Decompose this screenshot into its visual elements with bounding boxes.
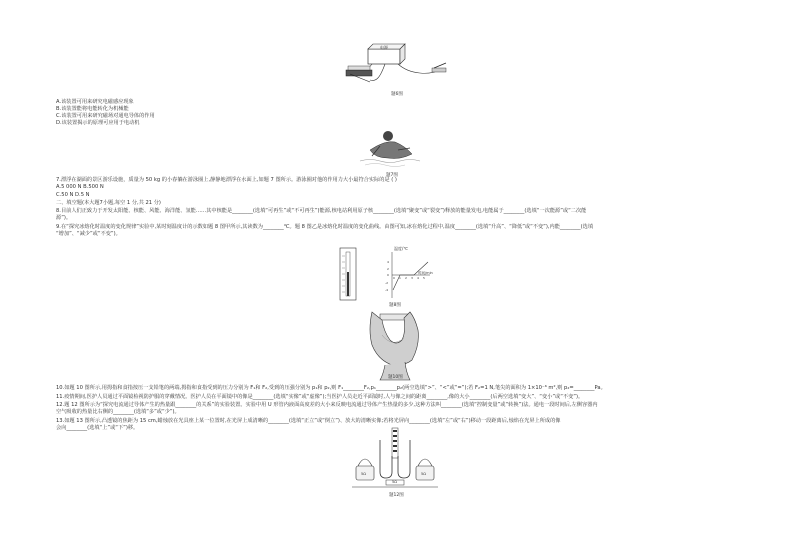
q11-line-1: 11.疫情期间,医护人员通过平面镜检视防护服的穿戴情况。医护人员在平面镜中的像是________(选填“实像”或“虚像”);当医护人员走近平面镜时,人与像之间的距离________,像的大小________(后两空选填“变大”、“变小”或“不变”)。 xyxy=(56,394,584,400)
q12-line-2: 空气吸收的热量比右侧的________(选填“多”或“少”)。 xyxy=(56,409,180,415)
figure-8-tick-2: 2 xyxy=(405,276,407,280)
figure-6-caption: 题6图 xyxy=(391,92,403,97)
figure-10-caption: 题10图 xyxy=(388,375,403,380)
figure-7-caption: 题7图 xyxy=(386,173,398,178)
figure-8-ylabel: 温度/℃ xyxy=(394,246,408,251)
section-2-heading: 二、填空题(本大题7小题,每空 1 分,共 21 分) xyxy=(56,200,161,206)
figure-8-xlabel: 时间/min xyxy=(418,271,433,275)
figure-8-caption: 题8图 xyxy=(389,303,401,308)
figure-8-tick-0: 0 xyxy=(393,276,395,280)
figure-12-mid-label: 5Ω xyxy=(392,480,397,484)
q7-options-2: C.50 N D.5 N xyxy=(56,192,90,198)
q6-option-b: B.该装置能将电能转化为机械能 xyxy=(56,106,129,112)
q10-line-1: 10.如题 10 图所示,用拇指和食指按压一支铅笔的两端,拇指和食指受到的压力分别为 F₁和 F₂,受到的压强分别为 p₁和 p₂,则 F₁________F₂,p₁________p₂(两空选填“>”、“<”或“=”);若 F₂=1 N,笔尖的面积为 1×10⁻⁶ m²,则 p₂=________Pa。 xyxy=(56,385,606,391)
figure-8-tick-1: 1 xyxy=(399,276,401,280)
figure-8-ytick-4: -4 xyxy=(385,288,388,292)
q6-option-d: D.该装置揭示的原理可应用于电动机 xyxy=(56,120,140,126)
q7-stem: 7.漂浮在湖面的景区游乐设施，质量为 50 kg 的小春躺在游泳圈上,静静地漂浮在水面上,如题 7 图所示。游泳圈对他的作用力大小最符合实际的是 ( ) xyxy=(56,177,397,183)
q8-line-1: 8.目前人们正致力于开发太阳能、核能、风能、海洋能、氢能……其中核能是________(选填“可再生”或“不可再生”)能源,核电站利用原子核________(选填“聚变”或“裂变”)释放的能量发电,电能属于________(选填“一次能源”或“二次能 xyxy=(56,208,587,214)
q9-line-2: “增加”、“减少”或“不变”)。 xyxy=(56,231,121,237)
figure-8-ytick-0: 4 xyxy=(387,260,389,264)
figure-12-right-label: 5Ω xyxy=(421,472,426,476)
q6-option-c: C.该装置可用来研究磁场对通电导体的作用 xyxy=(56,113,155,119)
figure-8-tick-5: 5 xyxy=(423,276,425,280)
figure-8-ytick-1: 2 xyxy=(387,267,389,271)
figure-6-box-label: 电源 xyxy=(380,45,388,50)
q8-line-2: 源”)。 xyxy=(56,215,72,221)
figure-8-ytick-3: -2 xyxy=(385,281,388,285)
q9-line-1: 9.在“探究冰熔化时温度的变化规律”实验中,某时刻温度计的示数如题 8 图甲所示,其读数为________℃。题 8 图乙是冰熔化时温度的变化曲线。由图可知,冰在熔化过程中,温度________(选填“升高”、“降低”或“不变”),内能________(选填 xyxy=(56,224,594,230)
q7-options-1: A.5 000 N B.500 N xyxy=(56,184,104,190)
figure-12-left-label: 5Ω xyxy=(361,472,366,476)
q13-line-1: 13.如题 13 图所示,凸透镜的焦距为 15 cm,蜡烛放在光具座上某一位置时,在光屏上成清晰的________(选填“正立”或“倒立”)、放大的清晰实像;若将光屏向________(选填“左”或“右”)移动一段距离后,烛焰在光屏上所成的像 xyxy=(56,418,561,424)
figure-8-ytick-2: 0 xyxy=(387,273,389,277)
q6-option-a: A.该装置可用来研究电磁感应现象 xyxy=(56,99,134,105)
q12-line-1: 12.题 12 图所示为“探究电流通过导体产生的热量跟________的关系”的实验装置。实验中用 U 形管内液面高度差的大小来反映电流通过导体产生热量的多少,这种方法叫________(选填“控制变量”或“转换”)法。通电一段时间后,左侧容器内 xyxy=(56,402,598,408)
figure-8-tick-3: 3 xyxy=(411,276,413,280)
figure-8-tick-4: 4 xyxy=(417,276,419,280)
figure-12-caption: 题12图 xyxy=(389,493,404,498)
q13-line-2: 会向________(选填“上”或“下”)移。 xyxy=(56,425,139,431)
